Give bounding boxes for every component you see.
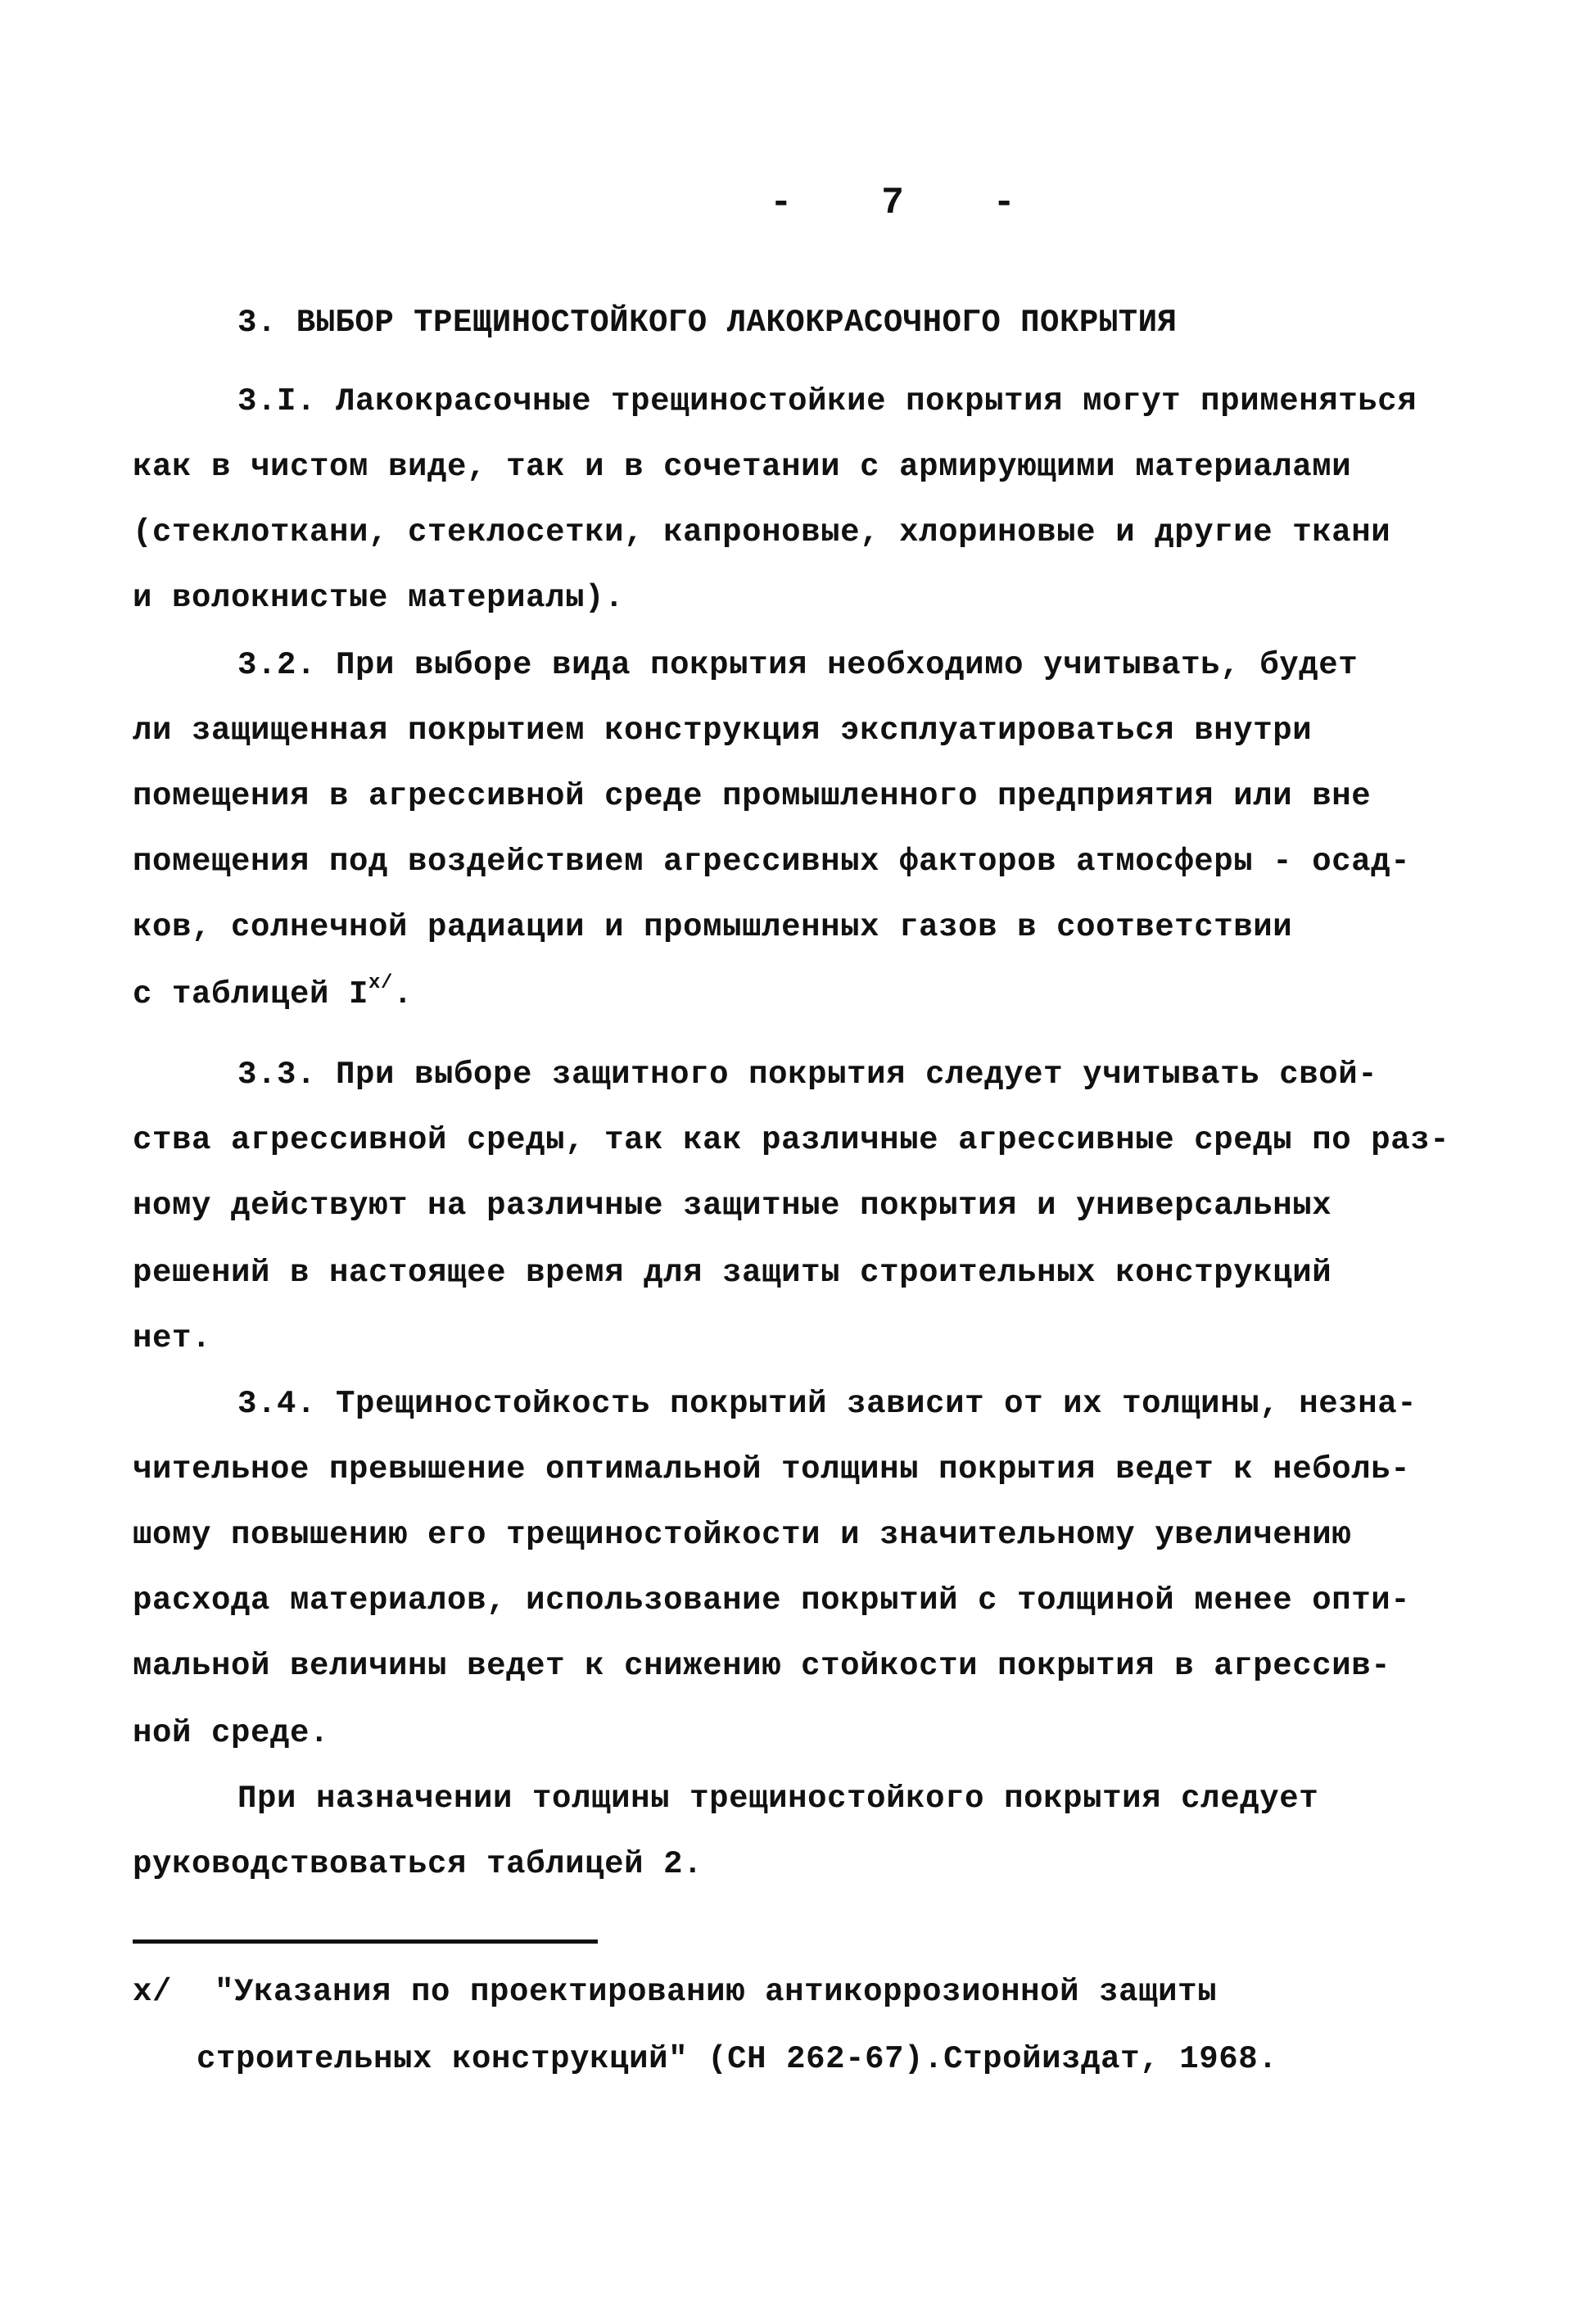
page-number-value: 7 [881,182,904,224]
text-line: помещения в агрессивной среде промышленного предприятия или вне [133,778,1372,814]
page-number [770,182,1015,224]
text-line: 3.3. При выборе защитного покрытия следует учитывать свой- [237,1057,1378,1093]
text-line-with-footnote-ref [133,972,414,1012]
footnote-text-line: "Указания по проектированию антикоррозионной защиты [215,1974,1218,2010]
footnote-marker: х/ [133,1974,173,2010]
text-line: как в чистом виде, так и в сочетании с армирующими материалами [133,449,1352,485]
text-line: ному действуют на различные защитные покрытия и универсальных [133,1188,1332,1224]
text-line: 3.2. При выборе вида покрытия необходимо учитывать, будет [237,647,1359,683]
section-heading: 3. ВЫБОР ТРЕЩИНОСТОЙКОГО ЛАКОКРАСОЧНОГО ПОКРЫТИЯ [237,305,1178,341]
text-line: шому повышению его трещиностойкости и значительному увеличению [133,1517,1352,1553]
page-number-dash-left: - [770,182,793,224]
text-line: ли защищенная покрытием конструкция эксплуатироваться внутри [133,713,1313,749]
text-line: нет. [133,1320,212,1356]
text-line: При назначении толщины трещиностойкого покрытия следует [237,1781,1319,1817]
footnote-divider [133,1940,598,1944]
text-line: (стеклоткани, стеклосетки, капроновые, хлориновые и другие ткани [133,514,1391,550]
text-line: помещения под воздействием агрессивных факторов атмосферы - осад- [133,844,1411,880]
footnote-text-line: строительных конструкций" (СН 262-67).Стройиздат, 1968. [197,2041,1278,2077]
footnote-reference: х/ [368,972,394,994]
text-line: 3.4. Трещиностойкость покрытий зависит от их толщины, незна- [237,1386,1417,1422]
text-line: ков, солнечной радиации и промышленных газов в соответствии [133,909,1293,945]
text-line: расхода материалов, использование покрытий с толщиной менее опти- [133,1582,1411,1618]
text-line: ной среде. [133,1715,330,1751]
text-line: руководствоваться таблицей 2. [133,1846,703,1882]
text-line: мальной величины ведет к снижению стойкости покрытия в агрессив- [133,1648,1391,1684]
text-line: чительное превышение оптимальной толщины покрытия ведет к неболь- [133,1451,1411,1487]
text-line: 3.I. Лакокрасочные трещиностойкие покрытия могут применяться [237,383,1417,419]
footnote-reference-suffix: . [393,976,414,1012]
text-line: ства агрессивной среды, так как различные агрессивные среды по раз- [133,1122,1450,1158]
text-line: и волокнистые материалы). [133,580,625,616]
text-line: решений в настоящее время для защиты строительных конструкций [133,1255,1332,1291]
text-line: с таблицей I [133,976,369,1012]
page-number-dash-right: - [992,182,1015,224]
